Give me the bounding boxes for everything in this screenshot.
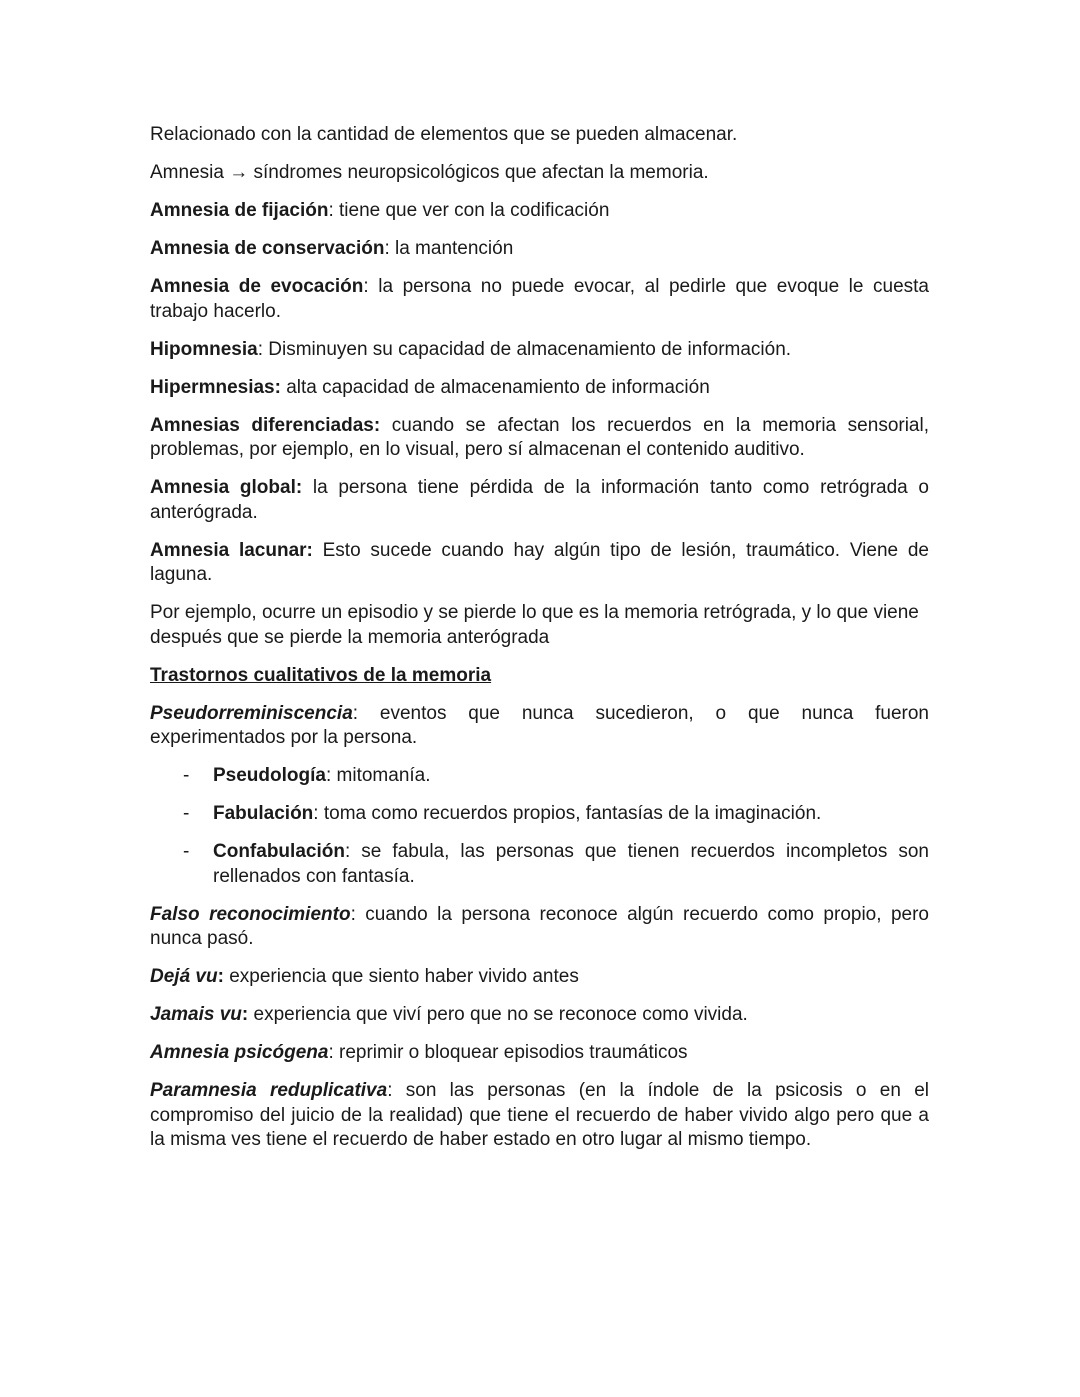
definition: : reprimir o bloquear episodios traumáticos <box>328 1042 688 1063</box>
definition: la persona tiene pérdida de la información tanto como retrógrada o anterógrada. <box>150 477 929 523</box>
document-page <box>150 123 929 1166</box>
term: Pseudorreminiscencia <box>150 702 353 724</box>
paragraph-paramnesia-reduplicativa <box>150 1079 929 1153</box>
term-colon: : <box>241 1004 249 1025</box>
paragraph-pseudorreminiscencia <box>150 702 929 751</box>
definition: : la persona no puede evocar, al pedirle que evoque le cuesta trabajo hacerlo. <box>150 276 929 322</box>
term: Amnesia global: <box>150 477 303 498</box>
term: Amnesia de fijación <box>150 200 329 221</box>
term: Amnesia de conservación <box>150 238 385 259</box>
definition: : se fabula, las personas que tienen recuerdos incompletos son rellenados con fantasía. <box>213 841 929 887</box>
paragraph-amnesias-diferenciadas <box>150 414 929 463</box>
bullet-dash: - <box>183 841 190 862</box>
paragraph-hipomnesia <box>150 338 929 363</box>
paragraph-jamais-vu <box>150 1003 929 1028</box>
definition: : son las personas (en la índole de la psicosis o en el compromiso del juicio de la realidad) que tiene el recuerdo de haber vivido algo pero que a la misma ves tiene el recuerdo de haber estado en otro lugar al mismo tiempo. <box>150 1080 929 1150</box>
term: Confabulación <box>213 841 345 862</box>
paragraph-deja-vu <box>150 965 929 990</box>
paragraph-amnesia-conservacion <box>150 237 929 262</box>
bullet-dash: - <box>183 765 190 786</box>
term: Amnesia psicógena <box>150 1042 329 1063</box>
term-colon: : <box>217 966 224 987</box>
definition: : la mantención <box>384 238 514 259</box>
term: Fabulación <box>213 803 314 824</box>
term: Amnesia lacunar: <box>150 539 313 561</box>
section-heading: Trastornos cualitativos de la memoria <box>150 664 492 686</box>
bullet-dash: - <box>183 803 190 824</box>
definition: experiencia que siento haber vivido antes <box>223 966 579 987</box>
paragraph-amnesia-lacunar <box>150 539 929 588</box>
definition: cuando se afectan los recuerdos en la memoria sensorial, problemas, por ejemplo, en lo visual, pero sí almacenan el contenido auditivo. <box>150 414 929 460</box>
paragraph-amnesia-fijacion <box>150 199 929 224</box>
paragraph-amnesia-global <box>150 476 929 525</box>
definition: alta capacidad de almacenamiento de información <box>280 376 710 398</box>
term: Jamais vu <box>150 1004 242 1025</box>
bullet-item-fabulacion <box>150 802 929 827</box>
paragraph-amnesia-definition: Amnesia → síndromes neuropsicológicos que afectan la memoria. <box>150 162 709 183</box>
bullet-item-confabulacion <box>150 840 929 889</box>
term: Paramnesia reduplicativa <box>150 1080 388 1101</box>
definition: : tiene que ver con la codificación <box>328 200 610 221</box>
paragraph-amnesia-psicogena <box>150 1041 929 1066</box>
term: Hipermnesias: <box>150 376 281 398</box>
definition: experiencia que viví pero que no se reconoce como vivida. <box>248 1004 748 1025</box>
term: Hipomnesia <box>150 338 258 360</box>
definition: : eventos que nunca sucedieron, o que nunca fueron experimentados por la persona. <box>150 702 929 748</box>
paragraph-ejemplo: Por ejemplo, ocurre un episodio y se pierde lo que es la memoria retrógrada, y lo que viene después que se pierde la memoria anterógrada <box>150 602 919 648</box>
definition: : Disminuyen su capacidad de almacenamiento de información. <box>257 338 792 360</box>
term: Pseudología <box>213 765 326 786</box>
term: Falso reconocimiento <box>150 903 351 925</box>
definition: : cuando la persona reconoce algún recuerdo como propio, pero nunca pasó. <box>150 903 930 949</box>
definition: : mitomanía. <box>325 765 431 786</box>
paragraph-hipermnesias <box>150 376 929 401</box>
term: Amnesias diferenciadas: <box>150 414 381 436</box>
bullet-item-pseudologia <box>150 764 929 789</box>
paragraph-falso-reconocimiento <box>150 903 929 952</box>
term: Amnesia de evocación <box>150 276 364 297</box>
definition: Esto sucede cuando hay algún tipo de lesión, traumático. Viene de laguna. <box>150 539 929 585</box>
definition: : toma como recuerdos propios, fantasías de la imaginación. <box>313 803 822 824</box>
paragraph-capacidad: Relacionado con la cantidad de elementos que se pueden almacenar. <box>150 124 738 145</box>
paragraph-amnesia-evocacion <box>150 275 929 324</box>
term: Dejá vu <box>150 966 218 987</box>
